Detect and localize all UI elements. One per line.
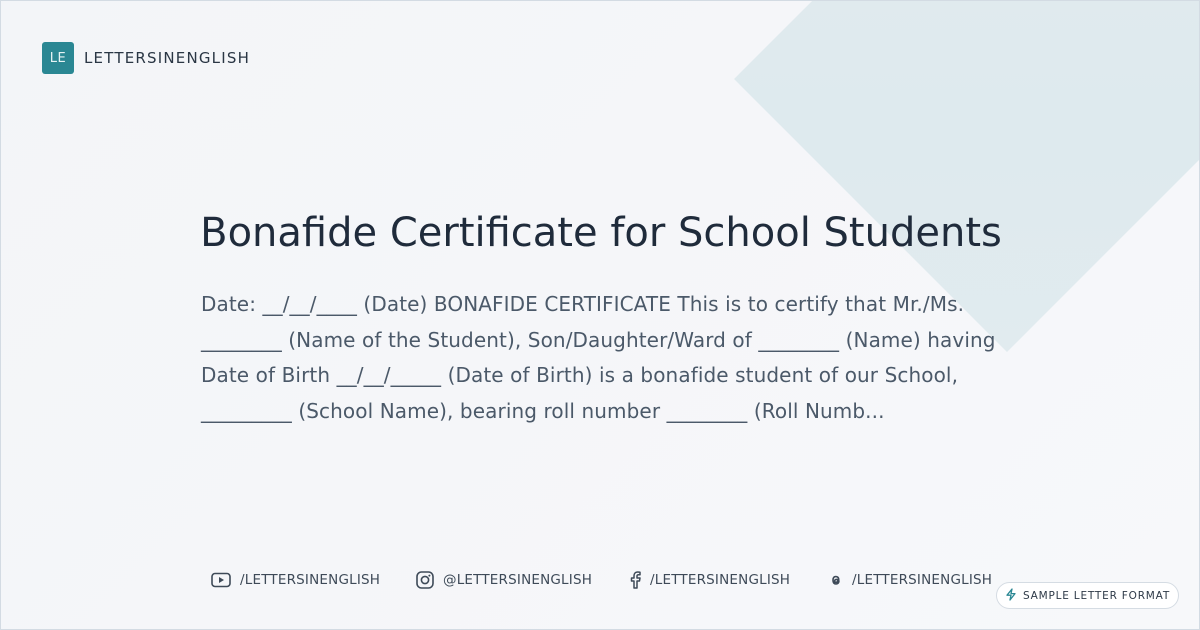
- social-link-facebook[interactable]: [629, 569, 790, 591]
- letter-excerpt: Date: __/__/____ (Date) BONAFIDE CERTIFICATE This is to certify that Mr./Ms. ________ (Name of the Student), Son/Daughter/Ward of ________ (Name) having Date of Birth __/__/_____ (Date of Birth) is a bonafide student of our School, _________ (School Name), bearing roll number ________ (Roll Numb...: [201, 292, 996, 423]
- brand[interactable]: [42, 42, 250, 74]
- social-label-instagram: @LETTERSINENGLISH: [443, 572, 593, 588]
- instagram-icon: [416, 571, 434, 589]
- facebook-icon: [629, 571, 641, 589]
- youtube-icon: [211, 572, 231, 588]
- social-link-threads[interactable]: [829, 569, 992, 591]
- page-title: Bonafide Certificate for School Students: [200, 210, 1002, 256]
- social-link-youtube[interactable]: [211, 569, 380, 591]
- lightning-icon: [1005, 586, 1017, 605]
- sample-letter-format-badge[interactable]: [996, 582, 1179, 609]
- social-label-threads: /LETTERSINENGLISH: [852, 572, 993, 588]
- social-label-facebook: /LETTERSINENGLISH: [650, 572, 791, 588]
- threads-icon: [829, 573, 843, 587]
- brand-logo: LE: [42, 42, 74, 74]
- social-label-youtube: /LETTERSINENGLISH: [240, 572, 381, 588]
- social-link-instagram[interactable]: [416, 569, 592, 591]
- brand-name: LETTERSINENGLISH: [84, 49, 251, 67]
- badge-label: SAMPLE LETTER FORMAT: [1022, 589, 1171, 602]
